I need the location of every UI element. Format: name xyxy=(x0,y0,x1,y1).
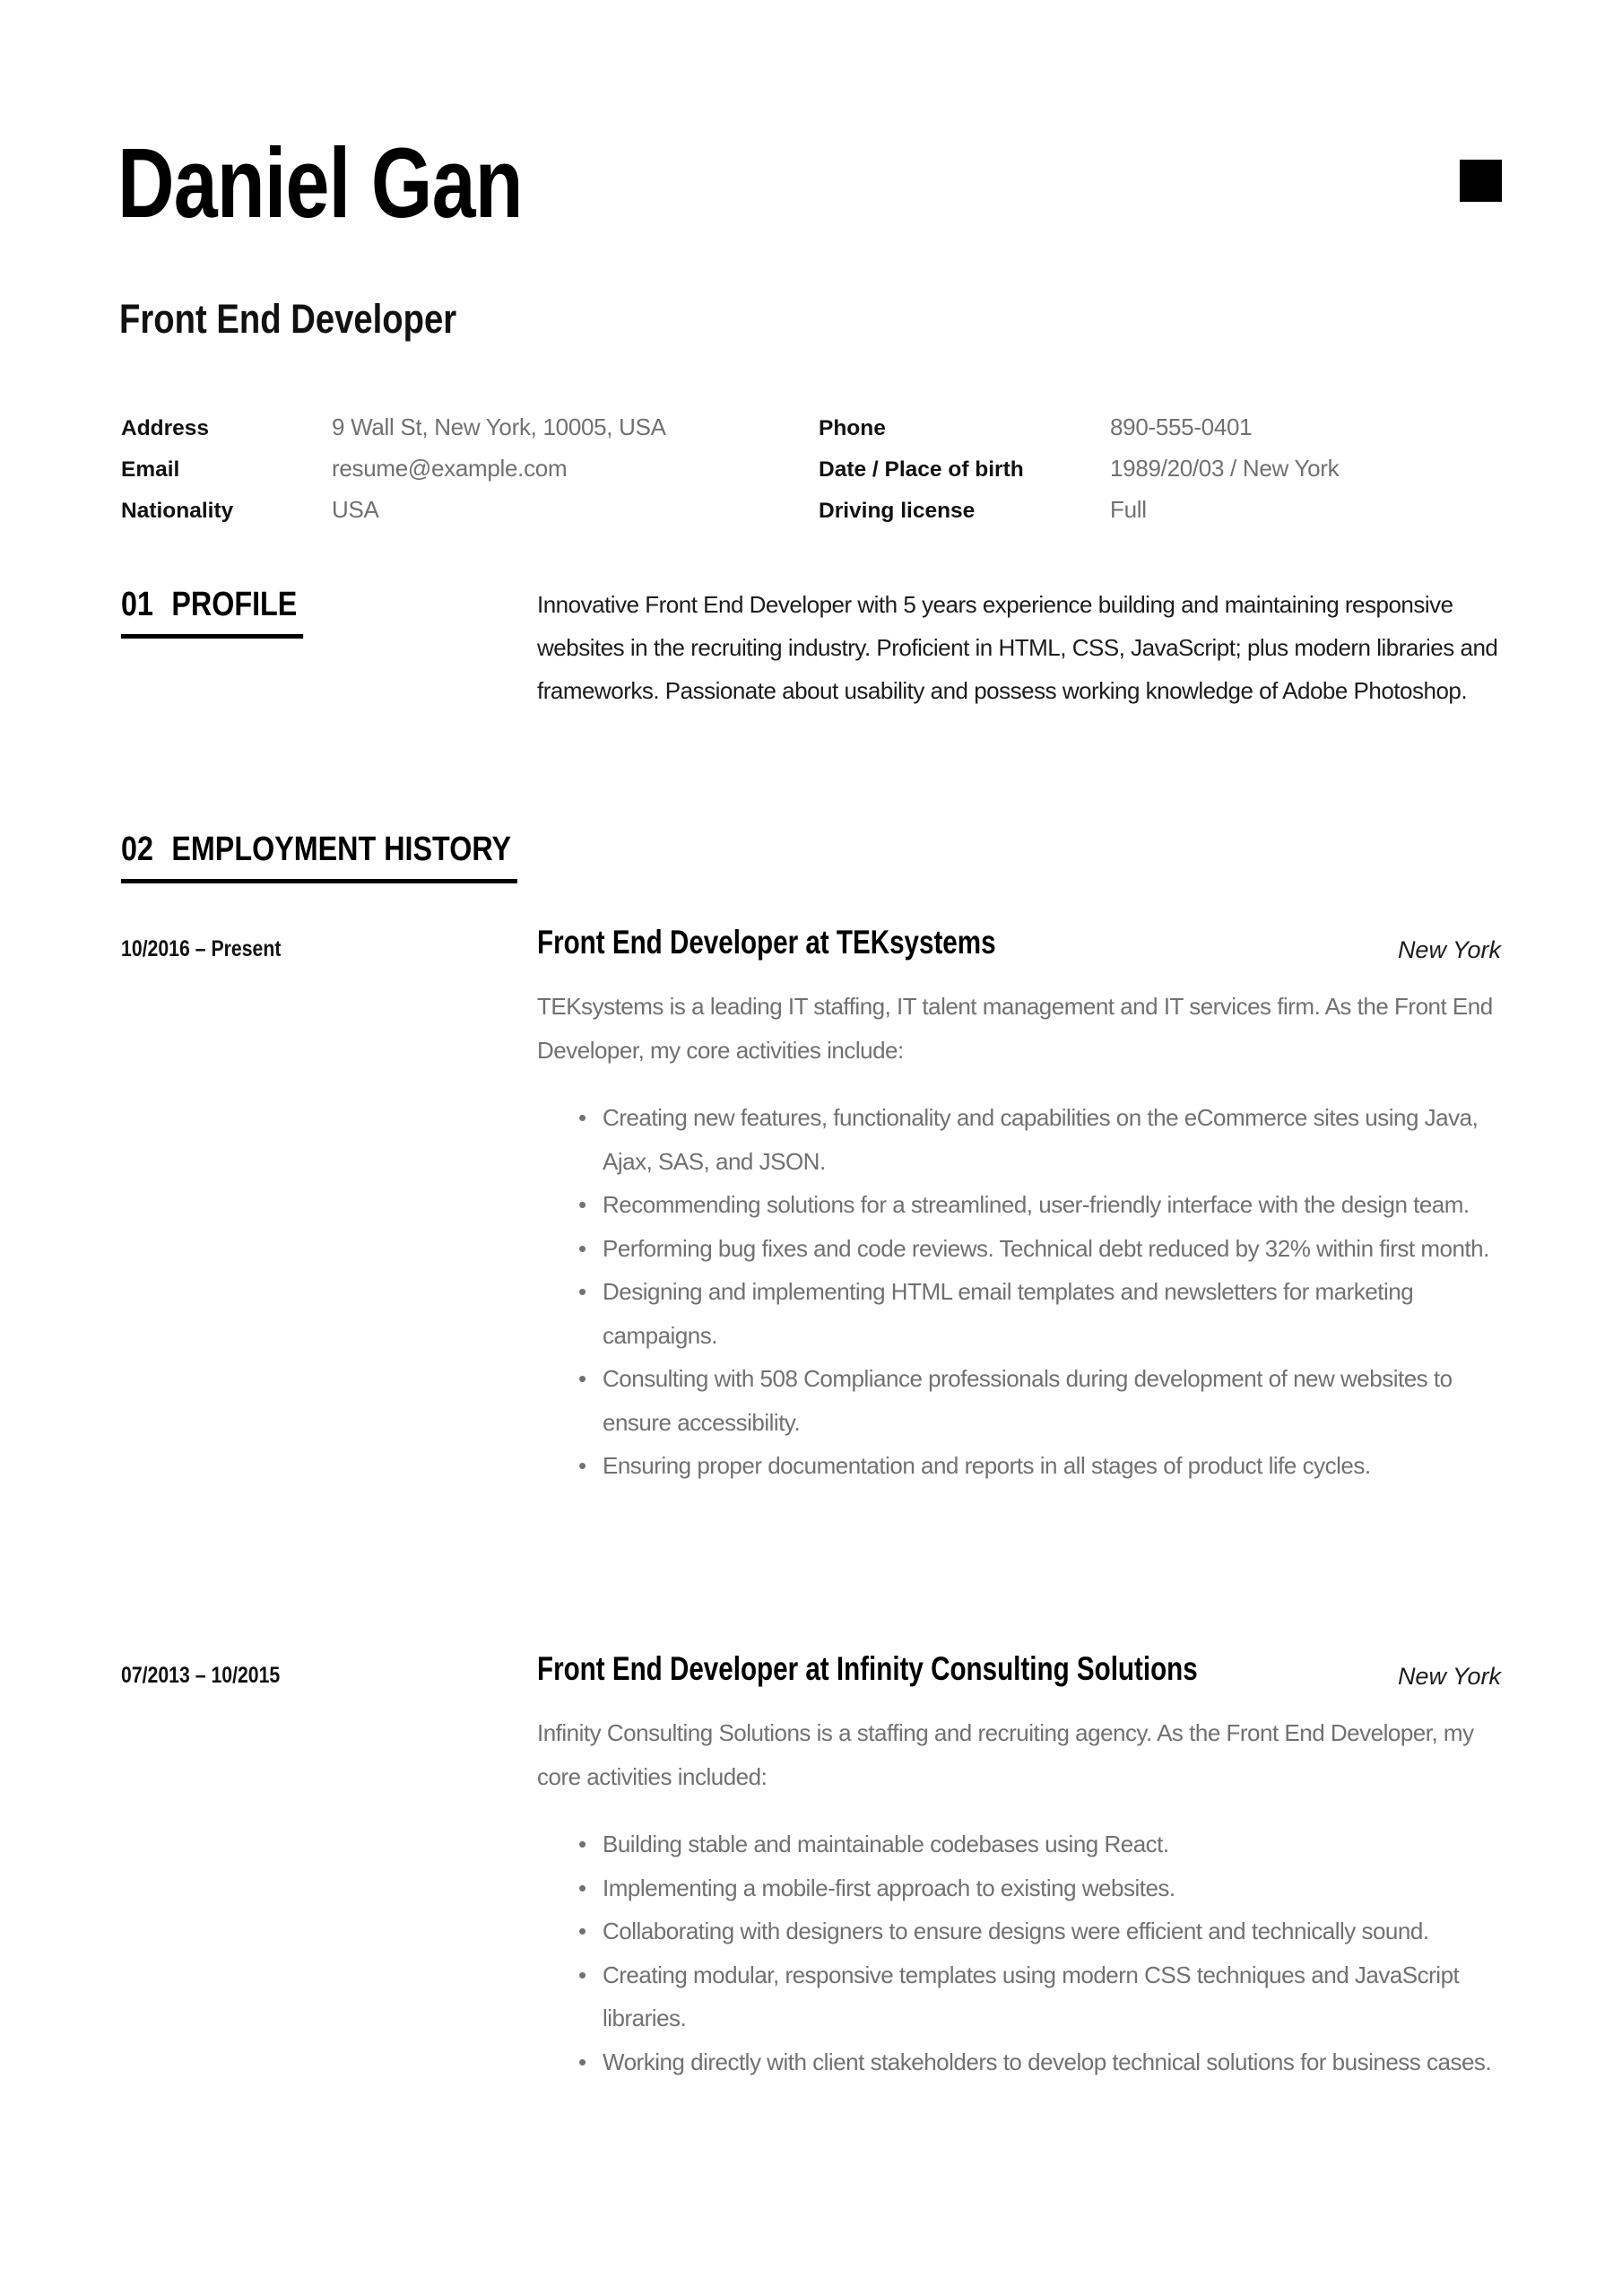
bullet-item: • Creating new features, functionality and capabilities on the eCommerce sites using Java, Ajax, SAS, and JSON. xyxy=(537,1096,1505,1183)
contact-label-nationality: Nationality xyxy=(121,499,234,523)
job2-title: Front End Developer at Infinity Consulting Solutions xyxy=(537,1650,1198,1687)
section-title-employment: EMPLOYMENT HISTORY xyxy=(171,831,512,868)
candidate-job-title xyxy=(119,296,516,342)
bullet-item: • Recommending solutions for a streamlined, user-friendly interface with the design team. xyxy=(537,1183,1505,1227)
section-number-employment: 02 xyxy=(121,831,153,868)
bullet-item: • Creating modular, responsive templates using modern CSS techniques and JavaScript libraries. xyxy=(537,1953,1505,2040)
profile-paragraph: Innovative Front End Developer with 5 years experience building and maintaining responsive websites in the recruiting industry. Proficient in HTML, CSS, JavaScript; plus modern libraries and frameworks. Passionate about usability and possess working knowledge of Adobe Photoshop. xyxy=(537,591,1498,704)
bullet-item: • Building stable and maintainable codebases using React. xyxy=(537,1822,1505,1866)
contact-details xyxy=(121,413,1506,537)
contact-value-phone: 890-555-0401 xyxy=(1110,413,1253,440)
section-heading-profile xyxy=(121,587,335,639)
job1-title: Front End Developer at TEKsystems xyxy=(537,924,996,961)
section-title-profile: PROFILE xyxy=(171,586,298,623)
black-square-decoration xyxy=(1460,160,1502,202)
job1-bullet-list xyxy=(537,1096,1505,1488)
contact-label-email: Email xyxy=(121,457,180,482)
section-number-profile: 01 xyxy=(121,586,153,623)
candidate-name xyxy=(117,128,624,239)
bullet-item: • Collaborating with designers to ensure designs were efficient and technically sound. xyxy=(537,1909,1505,1953)
job2-dates: 07/2013 – 10/2015 xyxy=(121,1663,281,1688)
job2-intro: Infinity Consulting Solutions is a staffing and recruiting agency. As the Front End Developer, my core activities included: xyxy=(537,1719,1474,1790)
bullet-item: • Performing bug fixes and code reviews. Technical debt reduced by 32% within first month. xyxy=(537,1227,1505,1271)
job2-bullet-list xyxy=(537,1822,1505,2083)
contact-value-license: Full xyxy=(1110,496,1147,523)
contact-label-address: Address xyxy=(121,416,210,440)
job1-location: New York xyxy=(1397,936,1501,963)
job1-dates: 10/2016 – Present xyxy=(121,936,282,961)
contact-label-license: Driving license xyxy=(819,499,976,523)
bullet-item: • Consulting with 508 Compliance professionals during development of new websites to ensure accessibility. xyxy=(537,1357,1505,1444)
contact-value-birth: 1989/20/03 / New York xyxy=(1110,455,1340,482)
bullet-item: • Ensuring proper documentation and reports in all stages of product life cycles. xyxy=(537,1444,1505,1488)
contact-value-nationality: USA xyxy=(332,496,379,523)
contact-value-email: resume@example.com xyxy=(332,455,568,482)
contact-value-address: 9 Wall St, New York, 10005, USA xyxy=(332,413,666,440)
job1-intro: TEKsystems is a leading IT staffing, IT talent management and IT services firm. As the Front End Developer, my core activities include: xyxy=(537,993,1493,1064)
contact-label-birth: Date / Place of birth xyxy=(819,457,1024,482)
candidate-name-text: Daniel Gan xyxy=(117,128,523,239)
bullet-item: • Designing and implementing HTML email templates and newsletters for marketing campaigns. xyxy=(537,1270,1505,1357)
contact-label-phone: Phone xyxy=(819,416,886,440)
candidate-job-title-text: Front End Developer xyxy=(119,296,457,342)
bullet-item: • Implementing a mobile-first approach to existing websites. xyxy=(537,1866,1505,1910)
bullet-item: • Working directly with client stakeholders to develop technical solutions for business cases. xyxy=(537,2040,1505,2084)
job2-location: New York xyxy=(1397,1663,1501,1690)
section-heading-employment xyxy=(121,832,587,883)
